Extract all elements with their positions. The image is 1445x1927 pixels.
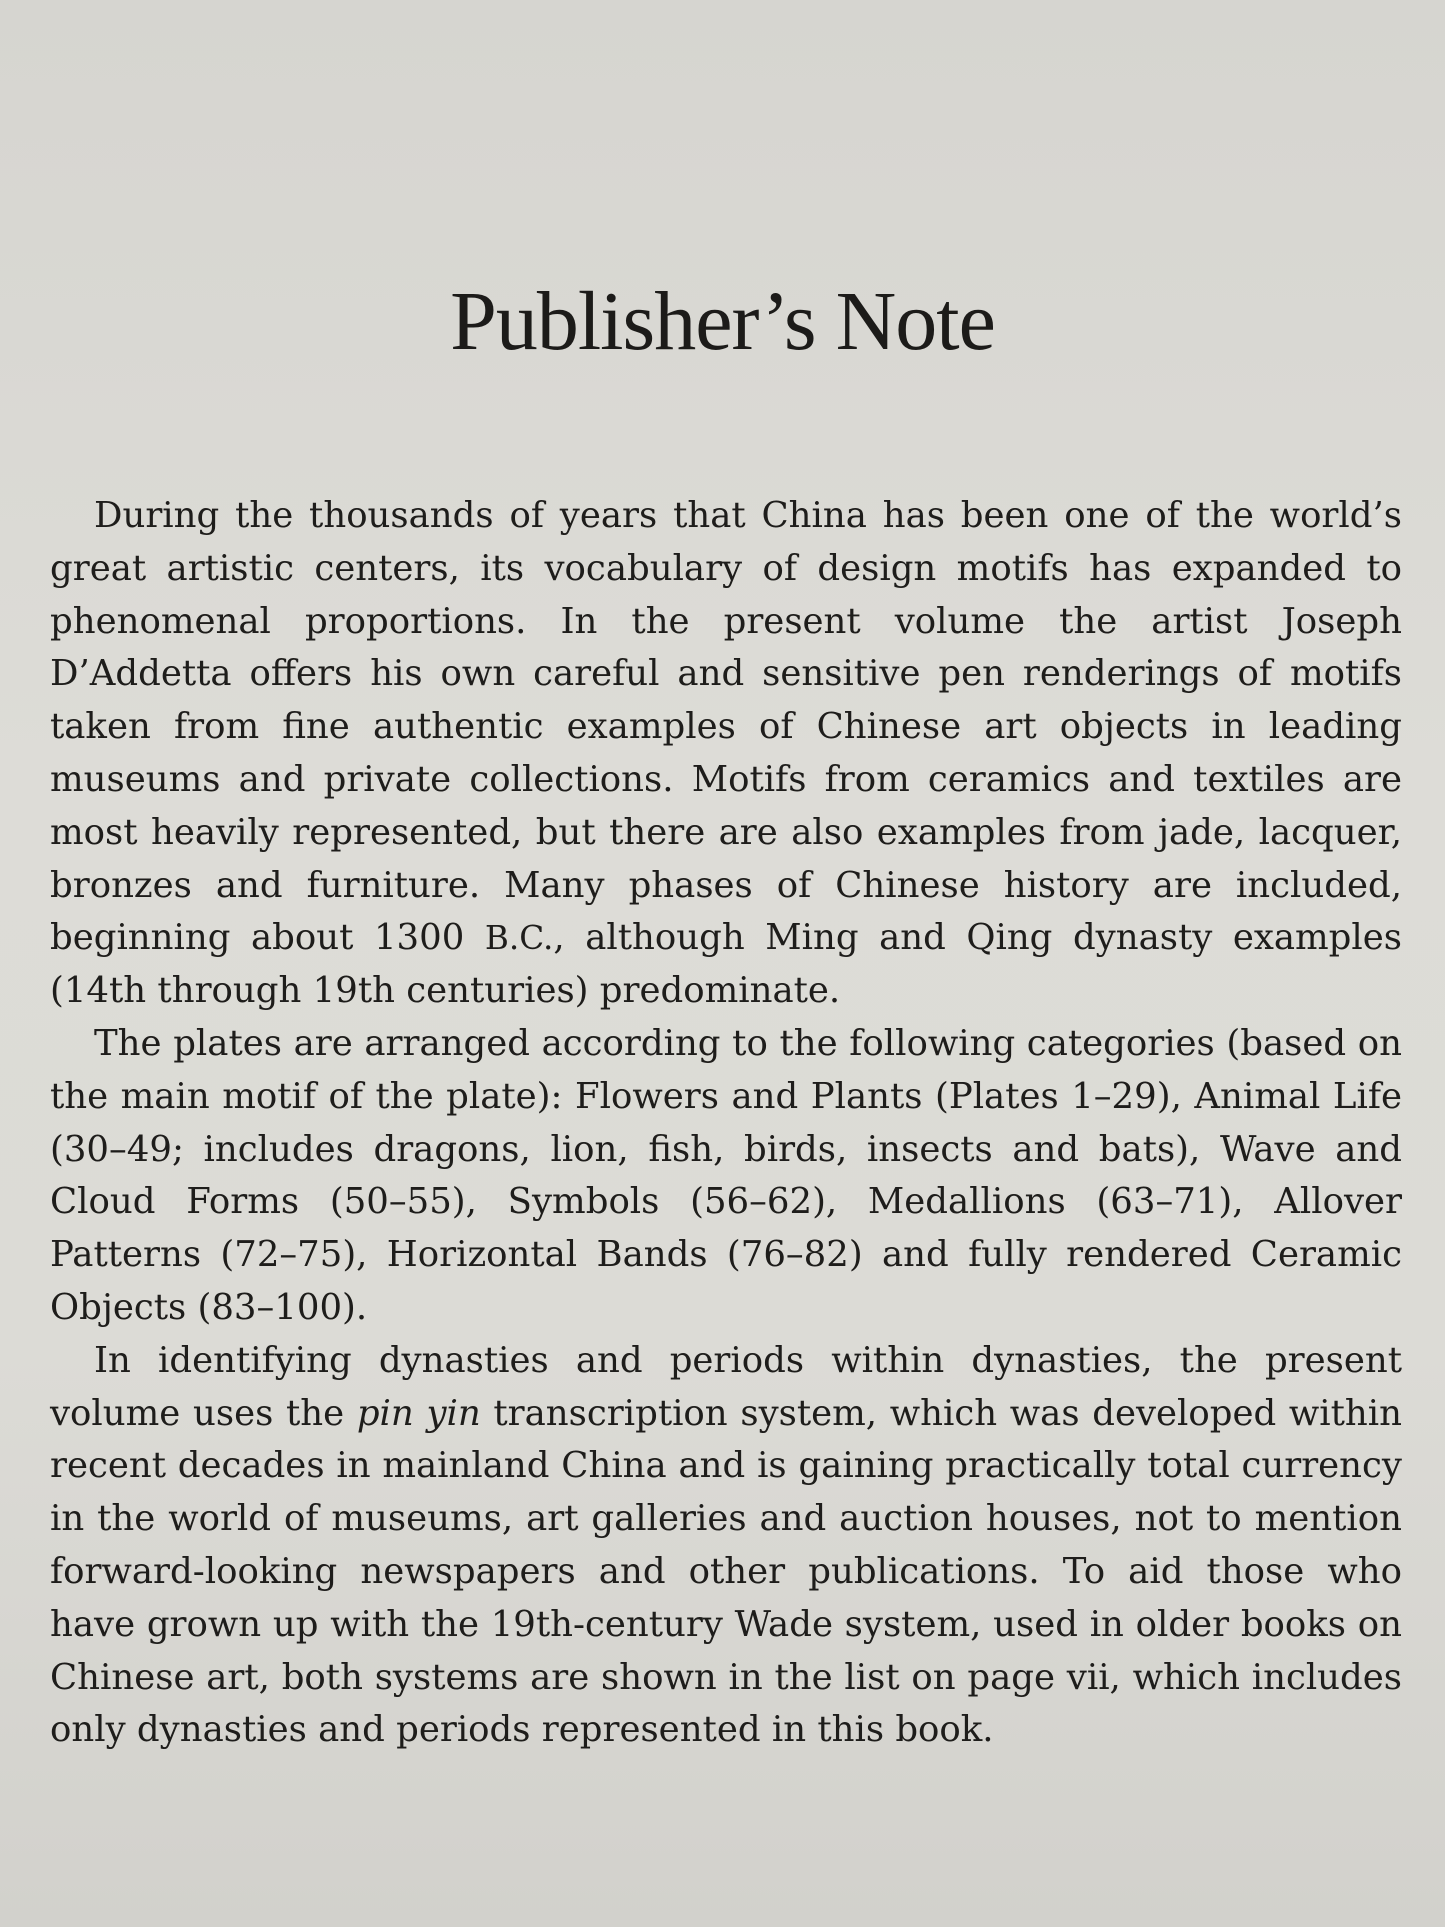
paragraph-3 (50, 1335, 1402, 1757)
paragraph-1-era-abbrev: B.C. (484, 919, 554, 958)
paragraph-3-italic-term: pin yin (356, 1392, 481, 1434)
paragraph-2 (50, 1018, 1402, 1335)
paragraph-1-text-b: , although Ming and Qing dynasty examples (14th through 19th centuries) predominate. (50, 917, 1402, 1012)
paragraph-1-text-a: During the thousands of years that China has been one of the world’s great artistic centers, its vocabulary of design motifs has expanded to phenomenal proportions. In the present volume the artist Joseph D’Addetta offers his own careful and sensitive pen renderings of motifs taken from fine authentic examples of Chinese art objects in leading museums and private collections. Motifs from ceramics and textiles are most heavily represented, but there are also examples from jade, lacquer, bronzes and furniture. Many phases of Chinese history are included, beginning about 1300 (50, 495, 1402, 959)
page-title: Publisher’s Note (450, 275, 995, 368)
body-text (50, 490, 1402, 1757)
paragraph-1 (50, 490, 1402, 1018)
paragraph-2-text: The plates are arranged according to the following categories (based on the main motif of the plate): Flowers and Plants (Plates 1–29), Animal Life (30–49; includes dragons, lion, fish, birds, insects and bats), Wave and Cloud Forms (50–55), Symbols (56–62), Medallions (63–71), Allover Patterns (72–75), Horizontal Bands (76–82) and fully rendered Ceramic Objects (83–100). (50, 1022, 1402, 1328)
paragraph-3-text-a: In identifying dynasties and periods within dynasties, the present volume uses the (50, 1339, 1402, 1434)
paragraph-3-text-b: transcription system, which was developed within recent decades in mainland China and is gaining practically total currency in the world of museums, art galleries and auction houses, not to mention forward-looking newspapers and other publications. To aid those who have grown up with the 19th-century Wade system, used in older books on Chinese art, both systems are shown in the list on page vii, which includes only dynasties and periods represented in this book. (50, 1392, 1402, 1751)
